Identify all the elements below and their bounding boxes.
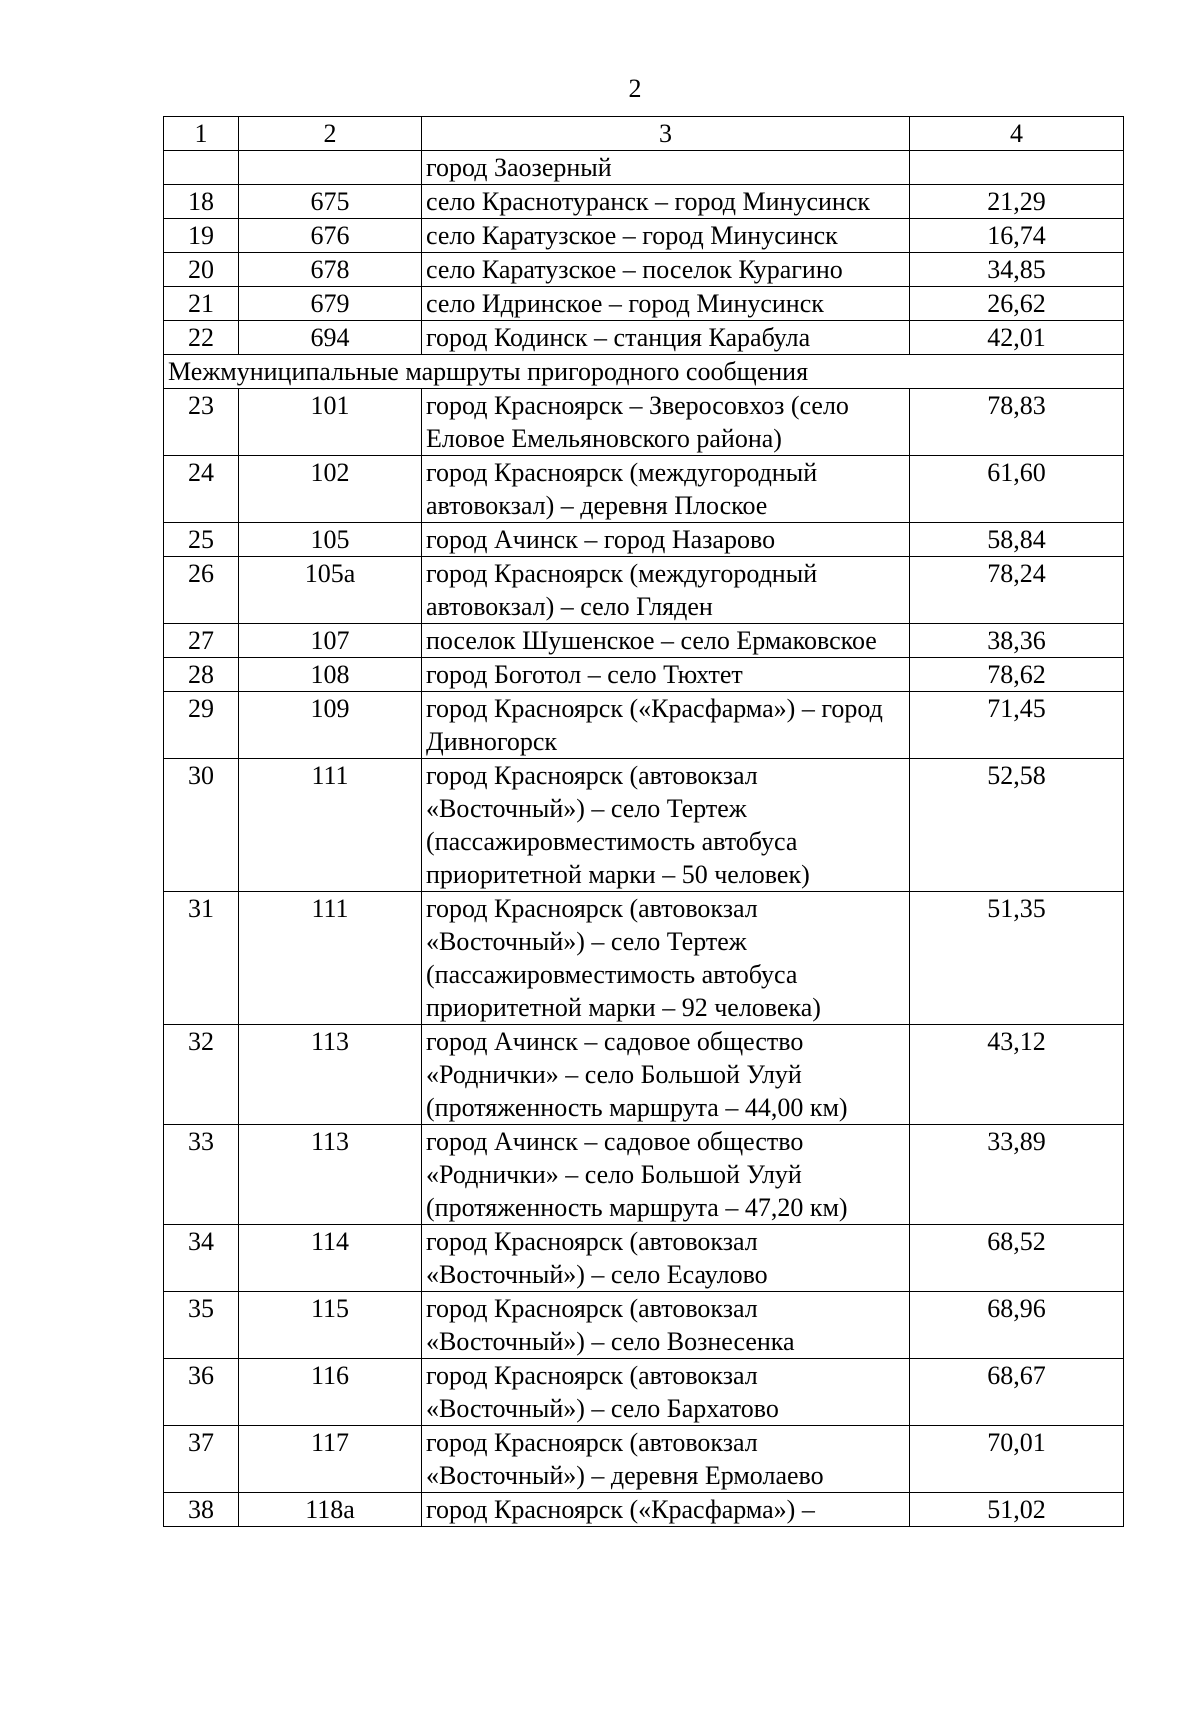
route-value-cell: 42,01 <box>910 321 1124 355</box>
route-number-cell: 116 <box>239 1359 422 1426</box>
route-number-cell: 115 <box>239 1292 422 1359</box>
route-value-cell: 58,84 <box>910 523 1124 557</box>
row-number-cell: 31 <box>164 892 239 1025</box>
routes-table <box>163 116 1124 1527</box>
row-number-cell: 35 <box>164 1292 239 1359</box>
route-description-cell: город Красноярск («Красфарма») – город Дивногорск <box>422 692 910 759</box>
route-description-cell: город Кодинск – станция Карабула <box>422 321 910 355</box>
table-row <box>164 389 1124 456</box>
table-row <box>164 1292 1124 1359</box>
route-value-cell: 34,85 <box>910 253 1124 287</box>
row-number-cell <box>164 151 239 185</box>
route-number-cell: 678 <box>239 253 422 287</box>
route-number-cell: 675 <box>239 185 422 219</box>
row-number-cell: 29 <box>164 692 239 759</box>
route-value-cell: 78,83 <box>910 389 1124 456</box>
route-description-cell: город Красноярск (автовокзал «Восточный») – село Есаулово <box>422 1225 910 1292</box>
column-number-4: 4 <box>910 117 1124 151</box>
route-number-cell: 679 <box>239 287 422 321</box>
table-row <box>164 1125 1124 1225</box>
row-number-cell: 30 <box>164 759 239 892</box>
route-value-cell: 68,67 <box>910 1359 1124 1426</box>
table-row <box>164 185 1124 219</box>
column-number-3: 3 <box>422 117 910 151</box>
row-number-cell: 20 <box>164 253 239 287</box>
route-value-cell: 33,89 <box>910 1125 1124 1225</box>
route-value-cell: 26,62 <box>910 287 1124 321</box>
route-number-cell: 118а <box>239 1493 422 1527</box>
route-number-cell: 111 <box>239 759 422 892</box>
route-number-cell: 101 <box>239 389 422 456</box>
route-description-cell: город Красноярск – Зверосовхоз (село Еловое Емельяновского района) <box>422 389 910 456</box>
routes-table-body <box>164 117 1124 1527</box>
route-value-cell: 51,02 <box>910 1493 1124 1527</box>
route-number-cell: 114 <box>239 1225 422 1292</box>
route-description-cell: город Красноярск (автовокзал «Восточный») – село Тертеж (пассажировместимость автобуса приоритетной марки – 50 человек) <box>422 759 910 892</box>
row-number-cell: 38 <box>164 1493 239 1527</box>
table-row <box>164 1493 1124 1527</box>
route-description-cell: город Красноярск («Красфарма») – <box>422 1493 910 1527</box>
route-number-cell: 105а <box>239 557 422 624</box>
route-value-cell: 68,96 <box>910 1292 1124 1359</box>
route-number-cell: 107 <box>239 624 422 658</box>
route-value-cell: 43,12 <box>910 1025 1124 1125</box>
route-description-cell: город Красноярск (автовокзал «Восточный») – село Вознесенка <box>422 1292 910 1359</box>
route-description-cell: город Ачинск – город Назарово <box>422 523 910 557</box>
row-number-cell: 26 <box>164 557 239 624</box>
table-row <box>164 1426 1124 1493</box>
row-number-cell: 32 <box>164 1025 239 1125</box>
table-row <box>164 557 1124 624</box>
row-number-cell: 34 <box>164 1225 239 1292</box>
row-number-cell: 33 <box>164 1125 239 1225</box>
route-description-cell: город Боготол – село Тюхтет <box>422 658 910 692</box>
route-value-cell: 38,36 <box>910 624 1124 658</box>
route-number-cell: 108 <box>239 658 422 692</box>
column-number-row <box>164 117 1124 151</box>
route-description-cell: город Ачинск – садовое общество «Роднички» – село Большой Улуй (протяженность маршрута – 47,20 км) <box>422 1125 910 1225</box>
route-description-cell: город Ачинск – садовое общество «Роднички» – село Большой Улуй (протяженность маршрута – 44,00 км) <box>422 1025 910 1125</box>
route-number-cell: 676 <box>239 219 422 253</box>
route-value-cell <box>910 151 1124 185</box>
table-row <box>164 759 1124 892</box>
table-row <box>164 658 1124 692</box>
row-number-cell: 37 <box>164 1426 239 1493</box>
continuation-row <box>164 151 1124 185</box>
route-description-cell: город Красноярск (автовокзал «Восточный») – деревня Ермолаево <box>422 1426 910 1493</box>
table-row <box>164 287 1124 321</box>
route-description-cell: город Красноярск (автовокзал «Восточный») – село Бархатово <box>422 1359 910 1426</box>
route-number-cell: 694 <box>239 321 422 355</box>
route-description-cell: город Заозерный <box>422 151 910 185</box>
route-description-cell: город Красноярск (автовокзал «Восточный») – село Тертеж (пассажировместимость автобуса приоритетной марки – 92 человека) <box>422 892 910 1025</box>
row-number-cell: 23 <box>164 389 239 456</box>
table-row <box>164 219 1124 253</box>
route-number-cell: 117 <box>239 1426 422 1493</box>
route-number-cell: 113 <box>239 1125 422 1225</box>
table-row <box>164 1025 1124 1125</box>
route-value-cell: 70,01 <box>910 1426 1124 1493</box>
route-number-cell: 113 <box>239 1025 422 1125</box>
table-row <box>164 692 1124 759</box>
row-number-cell: 21 <box>164 287 239 321</box>
section-header-row <box>164 355 1124 389</box>
page-number: 2 <box>628 74 642 103</box>
row-number-cell: 18 <box>164 185 239 219</box>
table-row <box>164 321 1124 355</box>
section-title: Межмуниципальные маршруты пригородного сообщения <box>164 355 1124 389</box>
route-description-cell: село Каратузское – город Минусинск <box>422 219 910 253</box>
row-number-cell: 19 <box>164 219 239 253</box>
route-value-cell: 68,52 <box>910 1225 1124 1292</box>
row-number-cell: 24 <box>164 456 239 523</box>
route-number-cell: 109 <box>239 692 422 759</box>
table-row <box>164 253 1124 287</box>
row-number-cell: 36 <box>164 1359 239 1426</box>
route-value-cell: 16,74 <box>910 219 1124 253</box>
table-row <box>164 456 1124 523</box>
row-number-cell: 28 <box>164 658 239 692</box>
route-value-cell: 51,35 <box>910 892 1124 1025</box>
route-description-cell: село Каратузское – поселок Курагино <box>422 253 910 287</box>
table-row <box>164 624 1124 658</box>
route-number-cell: 102 <box>239 456 422 523</box>
route-description-cell: город Красноярск (междугородный автовокзал) – деревня Плоское <box>422 456 910 523</box>
table-row <box>164 1225 1124 1292</box>
row-number-cell: 25 <box>164 523 239 557</box>
route-number-cell <box>239 151 422 185</box>
table-row <box>164 892 1124 1025</box>
table-row <box>164 1359 1124 1426</box>
route-value-cell: 78,24 <box>910 557 1124 624</box>
route-value-cell: 61,60 <box>910 456 1124 523</box>
column-number-2: 2 <box>239 117 422 151</box>
route-value-cell: 21,29 <box>910 185 1124 219</box>
column-number-1: 1 <box>164 117 239 151</box>
route-number-cell: 111 <box>239 892 422 1025</box>
row-number-cell: 22 <box>164 321 239 355</box>
route-value-cell: 71,45 <box>910 692 1124 759</box>
route-number-cell: 105 <box>239 523 422 557</box>
route-value-cell: 52,58 <box>910 759 1124 892</box>
route-value-cell: 78,62 <box>910 658 1124 692</box>
route-description-cell: село Краснотуранск – город Минусинск <box>422 185 910 219</box>
route-description-cell: город Красноярск (междугородный автовокзал) – село Гляден <box>422 557 910 624</box>
route-description-cell: село Идринское – город Минусинск <box>422 287 910 321</box>
table-row <box>164 523 1124 557</box>
row-number-cell: 27 <box>164 624 239 658</box>
route-description-cell: поселок Шушенское – село Ермаковское <box>422 624 910 658</box>
